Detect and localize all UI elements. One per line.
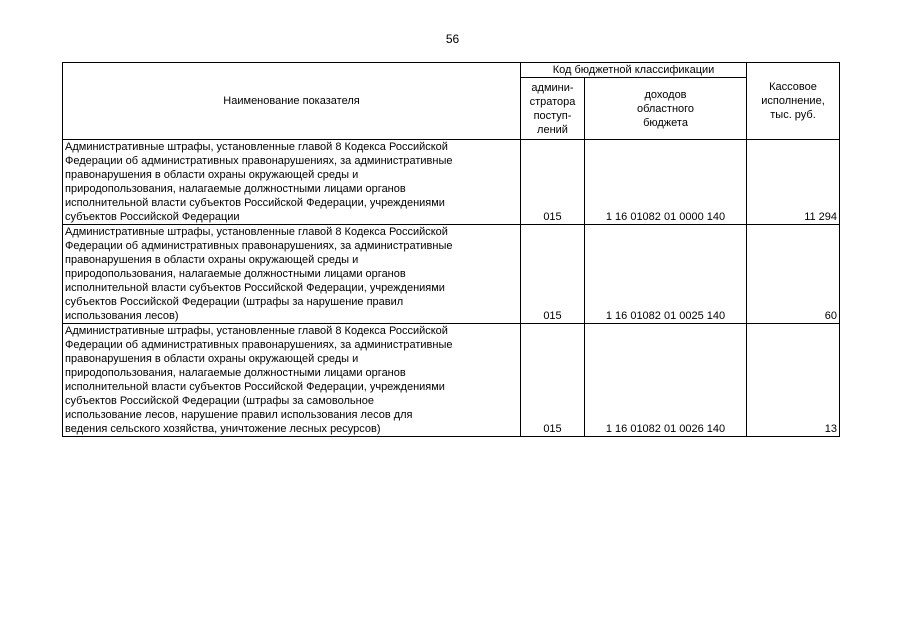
page-number: 56	[445, 32, 460, 46]
header-revenue: доходов областного бюджета	[585, 78, 747, 140]
row-amount: 60	[747, 225, 840, 324]
row-admin-code: 015	[521, 140, 585, 225]
row-amount: 11 294	[747, 140, 840, 225]
row-amount: 13	[747, 324, 840, 437]
row-name: Административные штрафы, установленные главой 8 Кодекса Российской Федерации об административных правонарушениях, за административные правонарушения в области охраны окружающей среды и природопользования, налагаемые должностными лицами органов исполнительной власти субъектов Российской Федерации, учреждениями субъектов Российской Федерации (штрафы за нарушение правил использования лесов)	[63, 225, 521, 324]
header-name: Наименование показателя	[63, 63, 521, 140]
table-row	[63, 324, 840, 437]
header-administrator: админи- стратора поступ- лений	[521, 78, 585, 140]
row-revenue-code: 1 16 01082 01 0026 140	[585, 324, 747, 437]
table-row	[63, 225, 840, 324]
row-revenue-code: 1 16 01082 01 0025 140	[585, 225, 747, 324]
row-name: Административные штрафы, установленные главой 8 Кодекса Российской Федерации об административных правонарушениях, за административные правонарушения в области охраны окружающей среды и природопользования, налагаемые должностными лицами органов исполнительной власти субъектов Российской Федерации, учреждениями субъектов Российской Федерации	[63, 140, 521, 225]
header-budget-classification: Код бюджетной классификации	[521, 63, 747, 78]
table-row	[63, 140, 840, 225]
header-row-top	[63, 63, 840, 78]
header-execution: Кассовое исполнение, тыс. руб.	[747, 63, 840, 140]
row-revenue-code: 1 16 01082 01 0000 140	[585, 140, 747, 225]
budget-table	[62, 62, 840, 437]
row-name: Административные штрафы, установленные главой 8 Кодекса Российской Федерации об административных правонарушениях, за административные правонарушения в области охраны окружающей среды и природопользования, налагаемые должностными лицами органов исполнительной власти субъектов Российской Федерации, учреждениями субъектов Российской Федерации (штрафы за самовольное использование лесов, нарушение правил использования лесов для ведения сельского хозяйства, уничтожение лесных ресурсов)	[63, 324, 521, 437]
row-admin-code: 015	[521, 225, 585, 324]
row-admin-code: 015	[521, 324, 585, 437]
